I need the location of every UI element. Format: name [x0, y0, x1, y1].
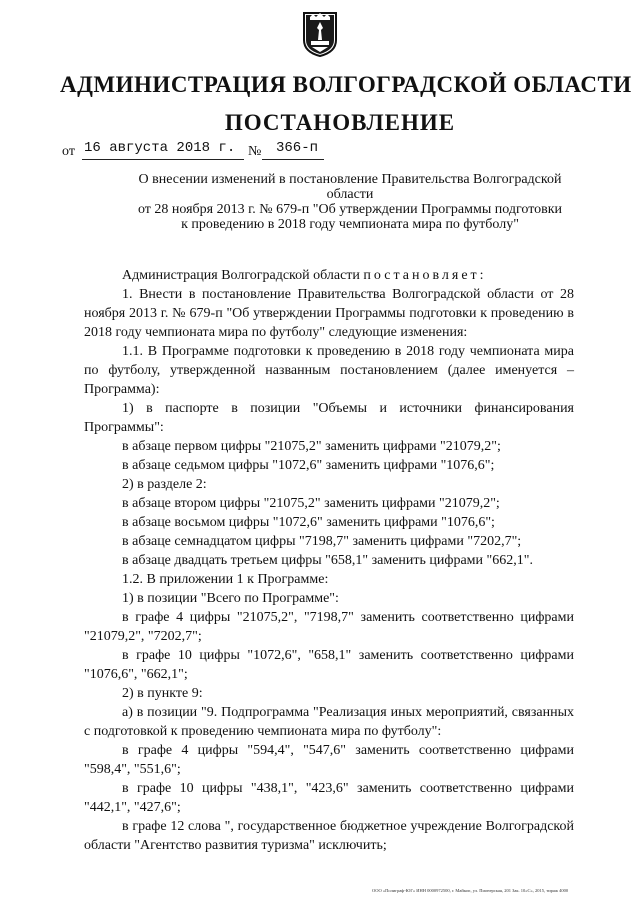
paragraph: в абзаце втором цифры "21075,2" заменить цифрами "21079,2"; [122, 496, 500, 511]
paragraph: а) в позиции "9. Подпрограмма "Реализация иных мероприятий, связанных с подготовкой к проведению чемпионата мира по футболу": [84, 705, 574, 739]
number-underline [262, 159, 324, 160]
paragraph: 2) в пункте 9: [122, 686, 203, 701]
paragraph: в абзаце семнадцатом цифры "7198,7" заменить цифрами "7202,7"; [122, 534, 522, 549]
subject-line: к проведению в 2018 году чемпионата мира по футболу" [181, 217, 519, 232]
document-number: 366-п [276, 140, 319, 156]
paragraph: в абзаце первом цифры "21075,2" заменить цифрами "21079,2"; [122, 439, 501, 454]
paragraph: 1) в паспорте в позиции "Объемы и источники финансирования Программы": [84, 401, 574, 435]
document-type-title: ПОСТАНОВЛЕНИЕ [224, 110, 456, 135]
paragraph: 1.1. В Программе подготовки к проведению в 2018 году чемпионата мира по футболу, утвержденной названным постановлением (далее именуется – Программа): [84, 344, 574, 397]
paragraph: в абзаце восьмом цифры "1072,6" заменить цифрами "1076,6"; [122, 515, 495, 530]
date-underline [82, 159, 244, 160]
number-sign: № [248, 144, 262, 159]
paragraph: в абзаце седьмом цифры "1072,6" заменить цифрами "1076,6"; [122, 458, 495, 473]
intro-verb: постановляет: [363, 268, 487, 283]
paragraph: 1) в позиции "Всего по Программе": [122, 591, 339, 606]
paragraph: в графе 4 цифры "21075,2", "7198,7" заменить соответственно цифрами "21079,2", "7202,7"; [84, 610, 574, 644]
volgograd-coat-of-arms-icon [300, 10, 340, 58]
paragraph: в графе 10 цифры "438,1", "423,6" заменить соответственно цифрами "442,1", "427,6"; [84, 781, 574, 815]
paragraph: в абзаце двадцать третьем цифры "658,1" заменить цифрами "662,1". [122, 553, 533, 568]
document-date: 16 августа 2018 г. [84, 140, 236, 156]
paragraph: в графе 10 цифры "1072,6", "658,1" заменить соответственно цифрами "1076,6", "662,1"; [84, 648, 574, 682]
intro-text: Администрация Волгоградской области [122, 268, 360, 283]
date-number-line [62, 140, 362, 160]
paragraph: 1. Внести в постановление Правительства Волгоградской области от 28 ноября 2013 г. № 679-п "Об утверждении Программы подготовки к проведению в 2018 году чемпионата мира по футболу" следующие изменения: [84, 287, 574, 340]
document-subject [115, 172, 585, 232]
document-body [84, 266, 574, 855]
organization-title: АДМИНИСТРАЦИЯ ВОЛГОГРАДСКОЙ ОБЛАСТИ [60, 72, 632, 97]
paragraph: в графе 4 цифры "594,4", "547,6" заменить соответственно цифрами "598,4", "551,6"; [84, 743, 574, 777]
paragraph: 2) в разделе 2: [122, 477, 207, 492]
paragraph: в графе 12 слова ", государственное бюджетное учреждение Волгоградской области "Агентство развития туризма" исключить; [84, 819, 574, 853]
date-from-label: от [62, 144, 75, 159]
subject-line: О внесении изменений в постановление Правительства Волгоградской области [138, 172, 562, 202]
subject-line: от 28 ноября 2013 г. № 679-п "Об утверждении Программы подготовки [137, 202, 563, 217]
print-imprint: ООО «Полиграф-ЮГ» ИНН 0000972500, г. Майкоп, ул. Пионерская, 201 Зак. 10«С», 2015, тираж 4000 [372, 888, 569, 893]
paragraph: 1.2. В приложении 1 к Программе: [122, 572, 329, 587]
intro-paragraph [84, 266, 574, 285]
